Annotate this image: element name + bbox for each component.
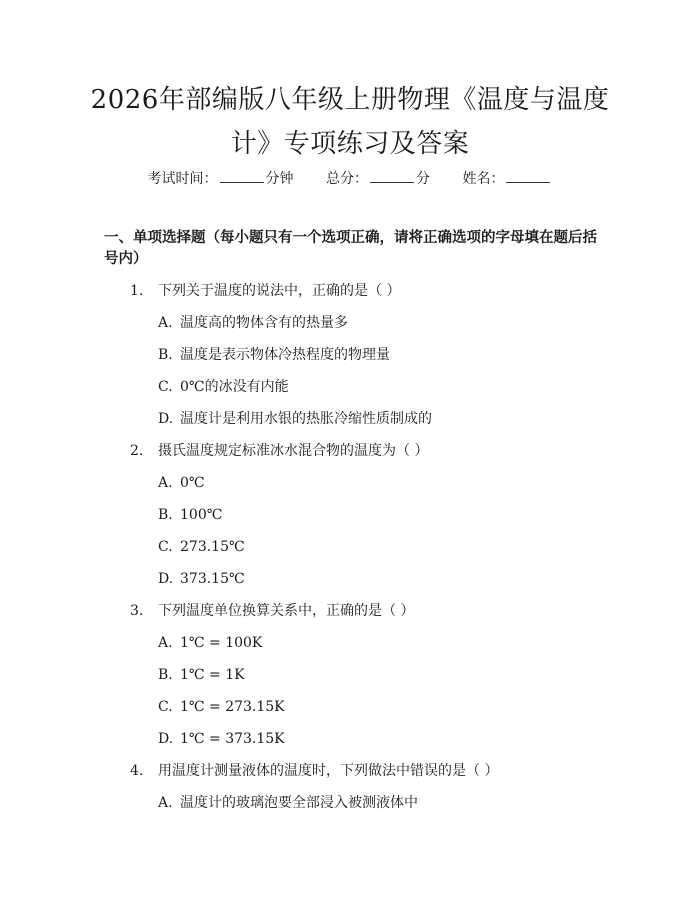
option-2d [158,569,245,589]
question-number: 3. [130,603,144,619]
option-letter: A. [158,635,173,651]
question-text: 用温度计测量液体的温度时，下列做法中错误的是（ ） [158,763,499,779]
option-text: 1℃ = 100K [180,635,263,651]
option-letter: C. [158,699,173,715]
student-name-blank [506,168,550,183]
option-text: 373.15℃ [180,571,245,587]
option-letter: D. [158,731,174,747]
option-letter: B. [158,507,173,523]
option-1b [158,345,390,365]
total-score-unit: 分 [416,171,430,187]
option-text: 1℃ = 373.15K [180,731,285,747]
question-2 [130,441,428,461]
document-title [60,78,640,166]
option-2b [158,505,222,525]
question-number: 4. [130,763,144,779]
option-1c [158,377,289,397]
option-letter: C. [158,379,173,395]
option-1a [158,313,348,333]
option-letter: D. [158,571,174,587]
exam-meta-line [0,168,700,189]
option-4a [158,793,418,813]
question-text: 下列关于温度的说法中，正确的是（ ） [158,283,401,299]
option-letter: A. [158,795,173,811]
option-letter: D. [158,411,174,427]
question-text: 摄氏温度规定标准冰水混合物的温度为（ ） [158,443,429,459]
question-4 [130,761,498,781]
option-text: 1℃ = 273.15K [180,699,285,715]
question-3 [130,601,414,621]
question-1 [130,281,400,301]
option-text: 273.15℃ [180,539,245,555]
option-text: 100℃ [180,507,223,523]
question-number: 2. [130,443,144,459]
option-1d [158,409,432,429]
exam-time-blank [220,168,264,183]
option-text: 1℃ = 1K [180,667,245,683]
option-letter: B. [158,347,173,363]
section-heading: 一、单项选择题（每小题只有一个选项正确，请将正确选项的字母填在题后括号内） [104,230,597,267]
student-name-label: 姓名： [462,171,505,187]
option-text: 温度计的玻璃泡要全部浸入被测液体中 [180,795,418,811]
student-name [462,168,552,189]
total-score-label: 总分： [326,171,368,187]
option-text: 温度计是利用水银的热胀冷缩性质制成的 [180,411,432,427]
exam-time [148,168,294,189]
option-3a [158,633,262,653]
option-text: 0℃ [180,475,205,491]
exam-time-label: 考试时间： [147,171,218,187]
option-3d [158,729,285,749]
option-text: 0℃的冰没有内能 [180,379,289,395]
exam-time-unit: 分钟 [265,171,294,187]
question-text: 下列温度单位换算关系中，正确的是（ ） [158,603,415,619]
option-text: 温度高的物体含有的热量多 [180,315,348,331]
option-letter: C. [158,539,173,555]
total-score-blank [370,168,414,183]
question-number: 1. [130,283,144,299]
option-3b [158,665,245,685]
title-line-2: 计》专项练习及答案 [230,129,470,159]
option-text: 温度是表示物体冷热程度的物理量 [180,347,390,363]
option-letter: A. [158,475,173,491]
total-score [326,168,430,189]
option-letter: A. [158,315,173,331]
option-3c [158,697,285,717]
title-line-1: 2026年部编版八年级上册物理《温度与温度 [90,85,610,115]
option-letter: B. [158,667,173,683]
option-2c [158,537,245,557]
option-2a [158,473,205,493]
